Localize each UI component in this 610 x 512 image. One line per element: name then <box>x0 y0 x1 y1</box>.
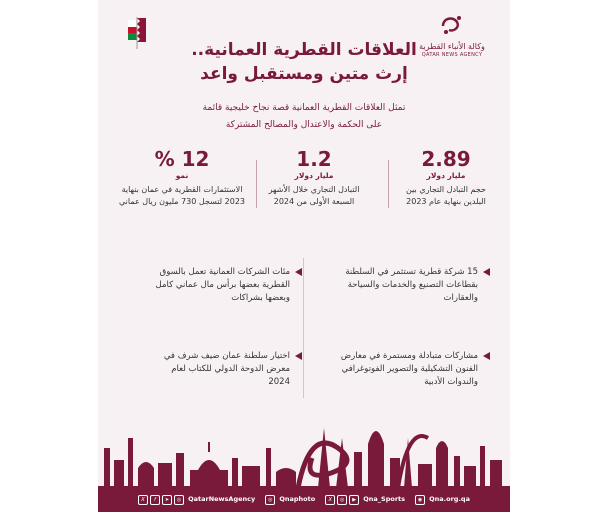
instagram-icon: ◎ <box>174 495 184 505</box>
stat-divider <box>388 160 389 208</box>
fact-line: والعقارات <box>443 293 478 303</box>
bullet-arrow-icon <box>295 352 302 360</box>
social-group-3 <box>325 495 405 505</box>
fact-line: مئات الشركات العمانية تعمل بالسوق <box>159 267 290 277</box>
stat-desc-line: البلدين بنهاية عام 2023 <box>406 197 486 206</box>
stat-unit: مليار دولار <box>426 171 466 180</box>
stat-investment-growth <box>112 148 252 208</box>
stat-unit: نمو <box>175 171 189 180</box>
fact-qatari-companies <box>320 266 478 305</box>
stat-value: 2.89 <box>421 147 471 171</box>
fact-line: مشاركات متبادلة ومستمرة في معارض <box>340 351 478 361</box>
instagram-icon: ◎ <box>265 495 275 505</box>
telegram-icon: ➤ <box>162 495 172 505</box>
title-line-2: إرث متين ومستقبل واعد <box>200 64 408 84</box>
intro-text <box>98 100 510 134</box>
stat-value: 12 % <box>154 147 210 171</box>
page-title <box>98 38 510 86</box>
fact-omani-companies <box>132 266 290 305</box>
website-link[interactable]: Qna.org.qa <box>429 495 470 503</box>
stat-desc-line: حجم التبادل التجاري بين <box>406 185 486 194</box>
social-handle-sports[interactable]: Qna_Sports <box>363 495 406 503</box>
fact-book-fair <box>132 350 290 389</box>
stat-trade-2023 <box>386 148 506 208</box>
stat-value: 1.2 <box>296 147 332 171</box>
stat-desc-line: 2023 لتسجل 730 مليون ريال عماني <box>119 197 245 206</box>
logo-arabic-name: وكالة الأنباء القطرية <box>419 42 485 51</box>
stat-divider <box>256 160 257 208</box>
intro-line-1: تمثل العلاقات القطرية العمانية قصة نجاح خليجية قائمة <box>202 103 406 113</box>
youtube-icon: ▶ <box>349 495 359 505</box>
fact-line: والندوات الأدبية <box>424 377 478 387</box>
social-handle-photo[interactable]: Qnaphoto <box>279 495 316 503</box>
fact-line: وبعضها بشراكات <box>231 293 290 303</box>
bullet-arrow-icon <box>483 268 490 276</box>
bullet-arrow-icon <box>483 352 490 360</box>
fact-line: القطرية بعضها برأس مال عماني كامل <box>155 280 290 290</box>
title-line-1: العلاقات القطرية العمانية.. <box>191 40 417 60</box>
fact-line: معرض الدوحة الدولي للكتاب لعام <box>171 364 290 374</box>
stat-unit: مليار دولار <box>294 171 334 180</box>
fact-line: 15 شركة قطرية تستثمر في السلطنة <box>345 267 478 277</box>
facebook-icon: f <box>150 495 160 505</box>
stat-desc-line: السبعة الأولى من 2024 <box>273 197 355 206</box>
facts-divider <box>303 258 304 398</box>
social-handle-main[interactable]: QatarNewsAgency <box>188 495 256 503</box>
social-footer <box>98 488 510 512</box>
stat-desc-line: الاستثمارات القطرية في عمان بنهاية <box>121 185 243 194</box>
social-group-4 <box>415 495 470 505</box>
fact-line: اختيار سلطنة عمان ضيف شرف في <box>163 351 290 361</box>
fact-line: 2024 <box>268 377 290 387</box>
stat-trade-2024 <box>254 148 374 208</box>
instagram-icon: ◎ <box>337 495 347 505</box>
intro-line-2: على الحكمة والاعتدال والمصالح المشتركة <box>225 120 383 130</box>
fact-cultural-exchange <box>320 350 478 389</box>
fact-line: الفنون التشكيلية والتصوير الفوتوغرافي <box>341 364 478 374</box>
bullet-arrow-icon <box>295 268 302 276</box>
skyline-illustration <box>98 408 510 488</box>
web-icon: ◉ <box>415 495 425 505</box>
x-icon: X <box>325 495 335 505</box>
fact-line: بقطاعات التصنيع والخدمات والسياحة <box>347 280 478 290</box>
infographic-poster <box>98 0 510 512</box>
stat-desc-line: التبادل التجاري خلال الأشهر <box>268 185 360 194</box>
social-group-1 <box>138 495 255 505</box>
qna-logo-icon <box>412 12 492 41</box>
x-icon: X <box>138 495 148 505</box>
logo-english-name: QATAR NEWS AGENCY <box>421 52 483 58</box>
social-group-2 <box>265 495 315 505</box>
